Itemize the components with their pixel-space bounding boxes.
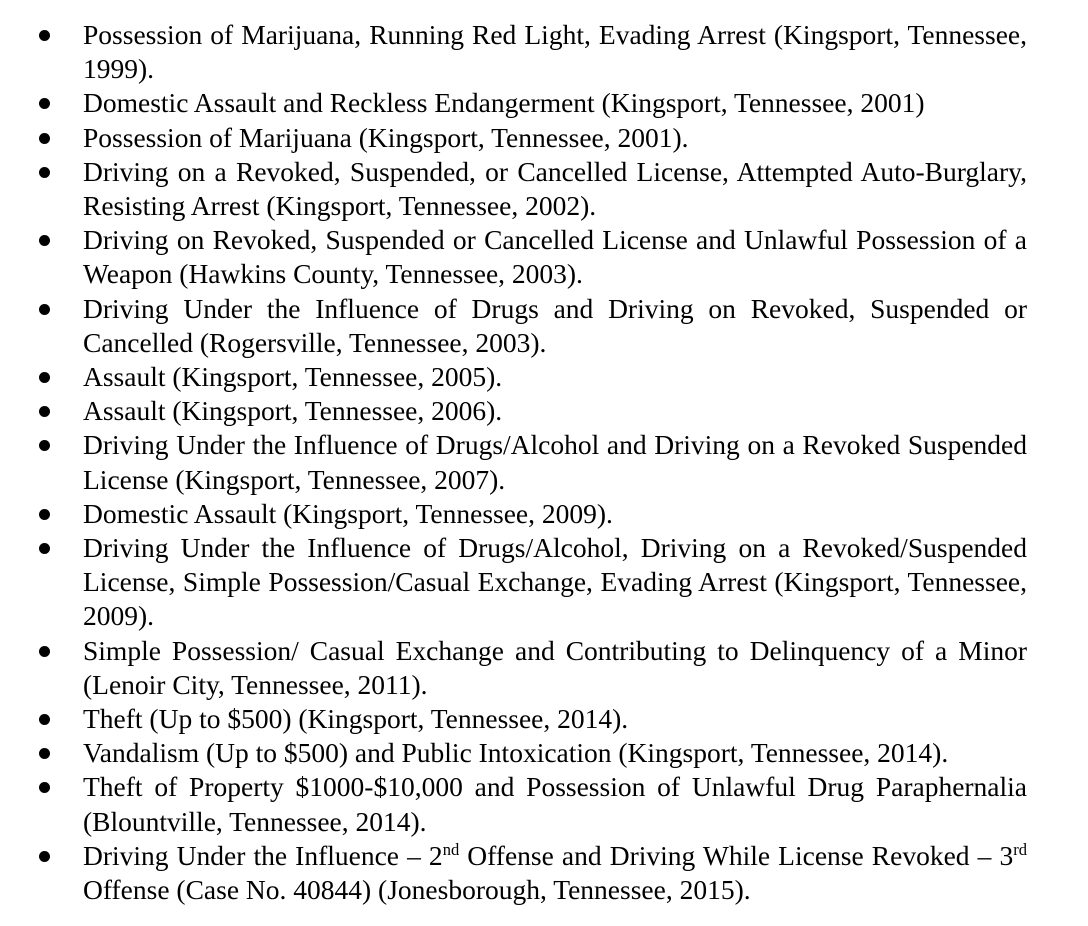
bullet-icon bbox=[39, 851, 50, 862]
charge-text-part: Driving Under the Influence – 2 bbox=[83, 839, 443, 871]
list-item-text: Possession of Marijuana (Kingsport, Tennessee, 2001). bbox=[83, 121, 689, 153]
bullet-icon bbox=[39, 748, 50, 759]
bullet-icon bbox=[39, 509, 50, 520]
bullet-icon bbox=[39, 782, 50, 793]
bullet-icon bbox=[39, 30, 50, 41]
list-item-text: Domestic Assault and Reckless Endangerment (Kingsport, Tennessee, 2001) bbox=[83, 87, 925, 119]
bullet-icon bbox=[39, 167, 50, 178]
document-page bbox=[0, 18, 1088, 907]
list-item-text: Theft of Property $1000-$10,000 and Possession of Unlawful Drug Paraphernalia (Blountville, Tennessee, 2014). bbox=[83, 771, 1027, 837]
list-item bbox=[0, 223, 1088, 291]
list-item bbox=[0, 839, 1088, 907]
bullet-icon bbox=[39, 543, 50, 554]
list-item bbox=[0, 531, 1088, 634]
list-item bbox=[0, 121, 1088, 155]
list-item-text: Driving Under the Influence of Drugs/Alcohol and Driving on a Revoked Suspended License (Kingsport, Tennessee, 2007). bbox=[83, 429, 1027, 495]
bullet-icon bbox=[39, 98, 50, 109]
list-item-text: Simple Possession/ Casual Exchange and Contributing to Delinquency of a Minor (Lenoir City, Tennessee, 2011). bbox=[83, 634, 1027, 700]
list-item-text: Possession of Marijuana, Running Red Light, Evading Arrest (Kingsport, Tennessee, 1999). bbox=[83, 19, 1027, 85]
bullet-icon bbox=[39, 440, 50, 451]
bullet-icon bbox=[39, 304, 50, 315]
list-item-text: Assault (Kingsport, Tennessee, 2006). bbox=[83, 395, 503, 427]
ordinal-suffix: nd bbox=[442, 839, 460, 859]
charges-list bbox=[0, 18, 1088, 907]
list-item bbox=[0, 292, 1088, 360]
list-item bbox=[0, 770, 1088, 838]
list-item-text: Driving Under the Influence of Drugs/Alcohol, Driving on a Revoked/Suspended License, Simple Possession/Casual Exchange, Evading Arrest (Kingsport, Tennessee, 2009). bbox=[83, 532, 1027, 632]
list-item bbox=[0, 634, 1088, 702]
list-item bbox=[0, 702, 1088, 736]
bullet-icon bbox=[39, 646, 50, 657]
bullet-icon bbox=[39, 372, 50, 383]
list-item-text: Vandalism (Up to $500) and Public Intoxication (Kingsport, Tennessee, 2014). bbox=[83, 737, 949, 769]
bullet-icon bbox=[39, 133, 50, 144]
list-item-text: Domestic Assault (Kingsport, Tennessee, 2009). bbox=[83, 497, 613, 529]
list-item-text: Assault (Kingsport, Tennessee, 2005). bbox=[83, 361, 503, 393]
list-item bbox=[0, 736, 1088, 770]
list-item-text: Driving on Revoked, Suspended or Cancelled License and Unlawful Possession of a Weapon (Hawkins County, Tennessee, 2003). bbox=[83, 224, 1027, 290]
list-item bbox=[0, 18, 1088, 86]
list-item-text: Driving Under the Influence of Drugs and Driving on Revoked, Suspended or Cancelled (Rogersville, Tennessee, 2003). bbox=[83, 292, 1027, 358]
list-item-text: Theft (Up to $500) (Kingsport, Tennessee, 2014). bbox=[83, 703, 629, 735]
list-item bbox=[0, 497, 1088, 531]
bullet-icon bbox=[39, 235, 50, 246]
charge-text-part: Offense (Case No. 40844) (Jonesborough, Tennessee, 2015). bbox=[83, 874, 751, 906]
list-item bbox=[0, 428, 1088, 496]
bullet-icon bbox=[39, 714, 50, 725]
list-item-text bbox=[83, 840, 1027, 905]
list-item bbox=[0, 360, 1088, 394]
list-item-text: Driving on a Revoked, Suspended, or Cancelled License, Attempted Auto-Burglary, Resisting Arrest (Kingsport, Tennessee, 2002). bbox=[83, 155, 1027, 222]
bullet-icon bbox=[39, 406, 50, 417]
list-item bbox=[0, 86, 1088, 120]
charge-text-part: Offense and Driving While License Revoked – 3 bbox=[459, 839, 1014, 871]
ordinal-suffix: rd bbox=[1013, 839, 1027, 859]
list-item bbox=[0, 155, 1088, 223]
list-item bbox=[0, 394, 1088, 428]
